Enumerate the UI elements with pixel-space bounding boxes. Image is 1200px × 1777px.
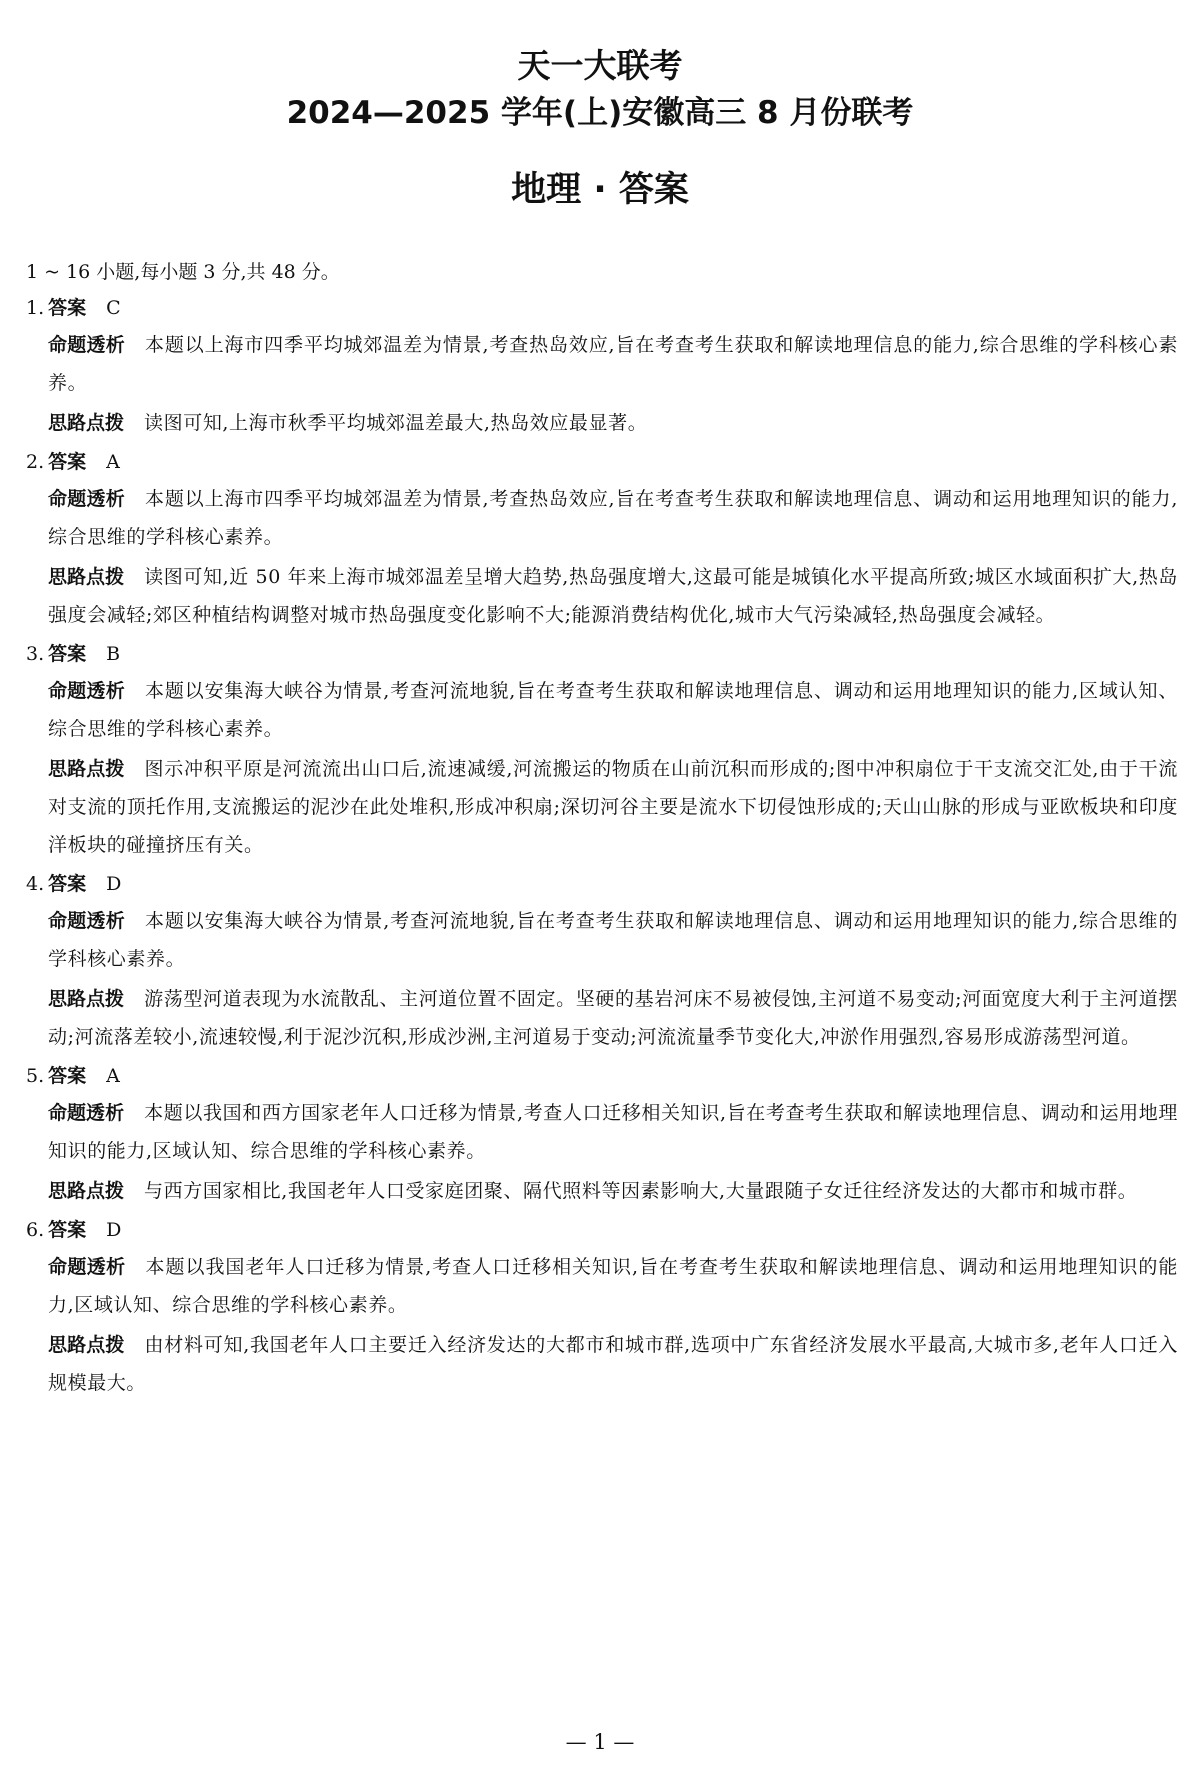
exam-organizer-title: 天一大联考 — [517, 46, 683, 85]
answer-choice: A — [106, 1065, 120, 1087]
question-block — [22, 290, 1178, 442]
answer-line — [26, 636, 1178, 672]
hint-label: 思路点拨 — [48, 758, 125, 780]
scoring-instructions: 1 ~ 16 小题,每小题 3 分,共 48 分。 — [26, 261, 340, 283]
answer-line — [26, 866, 1178, 902]
analysis-label: 命题透析 — [48, 910, 126, 932]
analysis-text: 本题以上海市四季平均城郊温差为情景,考查热岛效应,旨在考查考生获取和解读地理信息、调动和运用地理知识的能力,综合思维的学科核心素养。 — [48, 488, 1178, 548]
hint-text: 由材料可知,我国老年人口主要迁入经济发达的大都市和城市群,选项中广东省经济发展水平最高,大城市多,老年人口迁入规模最大。 — [48, 1334, 1178, 1394]
hint-text: 与西方国家相比,我国老年人口受家庭团聚、隔代照料等因素影响大,大量跟随子女迁往经济发达的大都市和城市群。 — [144, 1180, 1138, 1202]
analysis-text: 本题以我国和西方国家老年人口迁移为情景,考查人口迁移相关知识,旨在考查考生获取和解读地理信息、调动和运用地理知识的能力,区域认知、综合思维的学科核心素养。 — [48, 1102, 1178, 1162]
question-number: 5. — [26, 1065, 45, 1087]
answer-label: 答案 — [48, 1219, 87, 1241]
analysis-paragraph — [22, 1248, 1178, 1324]
hint-paragraph — [22, 980, 1178, 1056]
hint-paragraph — [22, 1172, 1178, 1210]
hint-paragraph — [22, 558, 1178, 634]
analysis-paragraph — [22, 1094, 1178, 1170]
question-number: 4. — [26, 873, 45, 895]
analysis-text: 本题以安集海大峡谷为情景,考查河流地貌,旨在考查考生获取和解读地理信息、调动和运用地理知识的能力,综合思维的学科核心素养。 — [48, 910, 1178, 970]
answer-label: 答案 — [48, 297, 87, 319]
answer-line — [26, 1058, 1178, 1094]
hint-label: 思路点拨 — [48, 1180, 125, 1202]
analysis-paragraph — [22, 672, 1178, 748]
question-number: 2. — [26, 451, 45, 473]
answer-line — [26, 444, 1178, 480]
hint-text: 图示冲积平原是河流流出山口后,流速减缓,河流搬运的物质在山前沉积而形成的;图中冲积扇位于干支流交汇处,由于干流对支流的顶托作用,支流搬运的泥沙在此处堆积,形成冲积扇;深切河谷主要是流水下切侵蚀形成的;天山山脉的形成与亚欧板块和印度洋板块的碰撞挤压有关。 — [48, 758, 1178, 856]
analysis-label: 命题透析 — [48, 488, 126, 510]
page-number: — 1 — — [565, 1730, 635, 1754]
analysis-paragraph — [22, 902, 1178, 978]
question-block — [22, 1212, 1178, 1402]
hint-paragraph — [22, 404, 1178, 442]
question-number: 3. — [26, 643, 45, 665]
hint-paragraph — [22, 1326, 1178, 1402]
hint-label: 思路点拨 — [48, 988, 125, 1010]
hint-text: 游荡型河道表现为水流散乱、主河道位置不固定。坚硬的基岩河床不易被侵蚀,主河道不易变动;河面宽度大利于主河道摆动;河流落差较小,流速较慢,利于泥沙沉积,形成沙洲,主河道易于变动;河流流量季节变化大,冲淤作用强烈,容易形成游荡型河道。 — [48, 988, 1178, 1048]
answer-label: 答案 — [48, 451, 87, 473]
analysis-label: 命题透析 — [48, 334, 126, 356]
analysis-label: 命题透析 — [48, 1102, 125, 1124]
question-block — [22, 444, 1178, 634]
analysis-text: 本题以安集海大峡谷为情景,考查河流地貌,旨在考查考生获取和解读地理信息、调动和运用地理知识的能力,区域认知、综合思维的学科核心素养。 — [48, 680, 1178, 740]
hint-label: 思路点拨 — [48, 566, 125, 588]
analysis-text: 本题以上海市四季平均城郊温差为情景,考查热岛效应,旨在考查考生获取和解读地理信息的能力,综合思维的学科核心素养。 — [48, 334, 1178, 394]
question-block — [22, 1058, 1178, 1210]
question-number: 1. — [26, 297, 45, 319]
question-block — [22, 866, 1178, 1056]
analysis-paragraph — [22, 326, 1178, 402]
answer-line — [26, 1212, 1178, 1248]
question-block — [22, 636, 1178, 864]
hint-text: 读图可知,近 50 年来上海市城郊温差呈增大趋势,热岛强度增大,这最可能是城镇化水平提高所致;城区水域面积扩大,热岛强度会减轻;郊区种植结构调整对城市热岛强度变化影响不大;能源消费结构优化,城市大气污染减轻,热岛强度会减轻。 — [48, 566, 1178, 626]
answer-choice: A — [106, 451, 120, 473]
answer-label: 答案 — [48, 873, 87, 895]
answer-choice: D — [106, 873, 122, 895]
answer-choice: B — [106, 643, 121, 665]
hint-paragraph — [22, 750, 1178, 864]
subject-title: 地理 · 答案 — [511, 170, 689, 210]
answer-label: 答案 — [48, 643, 87, 665]
analysis-label: 命题透析 — [48, 680, 126, 702]
answer-choice: D — [106, 1219, 122, 1241]
hint-label: 思路点拨 — [48, 412, 125, 434]
analysis-paragraph — [22, 480, 1178, 556]
analysis-label: 命题透析 — [48, 1256, 126, 1278]
hint-text: 读图可知,上海市秋季平均城郊温差最大,热岛效应最显著。 — [144, 412, 648, 434]
answer-choice: C — [106, 297, 121, 319]
question-number: 6. — [26, 1219, 45, 1241]
answer-list — [22, 290, 1178, 1402]
analysis-text: 本题以我国老年人口迁移为情景,考查人口迁移相关知识,旨在考查考生获取和解读地理信息、调动和运用地理知识的能力,区域认知、综合思维的学科核心素养。 — [48, 1256, 1178, 1316]
exam-title: 2024—2025 学年(上)安徽高三 8 月份联考 — [286, 95, 914, 131]
hint-label: 思路点拨 — [48, 1334, 125, 1356]
answer-label: 答案 — [48, 1065, 87, 1087]
answer-line — [26, 290, 1178, 326]
